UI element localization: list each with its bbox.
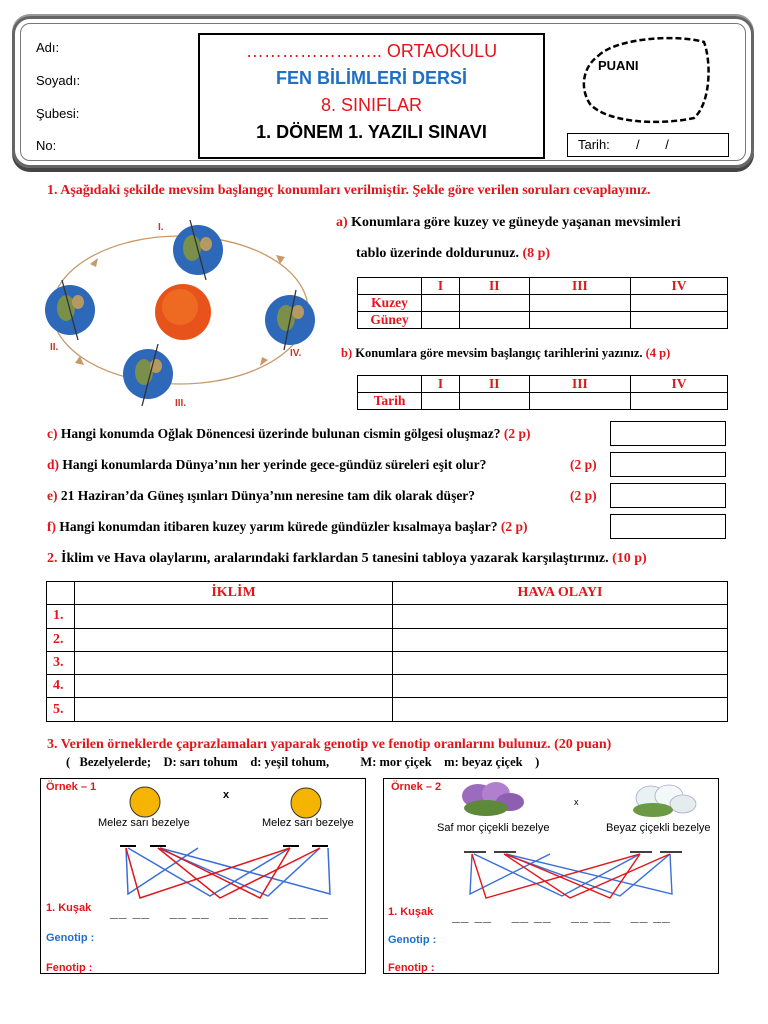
parent-2-label: Melez sarı bezelye	[262, 817, 354, 829]
answer-cell[interactable]	[459, 312, 529, 329]
q1e-answer-box[interactable]	[610, 483, 726, 508]
ex1-phenotype-label: Fenotip :	[46, 962, 93, 974]
q1d-points: (2 p)	[570, 457, 597, 472]
answer-cell[interactable]	[75, 698, 393, 721]
q2-comparison-table	[46, 581, 728, 722]
q1b-table	[357, 375, 728, 410]
class-label: Şubesi:	[36, 106, 80, 121]
table-row: 5.	[47, 698, 728, 721]
answer-cell[interactable]	[529, 295, 630, 312]
number-label: No:	[36, 138, 57, 153]
answer-cell[interactable]	[631, 312, 728, 329]
row-label-guney: Güney	[358, 312, 422, 329]
yellow-seed-icon	[128, 785, 162, 819]
position-label-1: I.	[158, 222, 164, 233]
q1a-table	[357, 277, 728, 329]
name-label: Adı:	[36, 40, 60, 55]
q1f-text: f) Hangi konumdan itibaren kuzey yarım kürede gündüzler kısalmaya başlar? (2 p)	[47, 519, 528, 534]
cross-symbol: x	[574, 797, 579, 807]
row-label-tarih: Tarih	[358, 393, 422, 410]
ex2-phenotype-label: Fenotip :	[388, 962, 435, 974]
ex2-generation-label: 1. Kuşak	[388, 906, 434, 918]
date-slashes: / /	[636, 137, 669, 152]
earth-position-4	[265, 290, 315, 350]
date-label: Tarih:	[578, 137, 610, 152]
col-header: II	[459, 278, 529, 295]
q1-prompt: 1. Aşağıdaki şekilde mevsim başlangıç konumları verilmiştir. Şekle göre verilen soruları cevaplayınız.	[47, 183, 651, 198]
answer-cell[interactable]	[631, 393, 728, 410]
q1c-text: c) Hangi konumda Oğlak Dönencesi üzerinde bulunan cismin gölgesi oluşmaz? (2 p)	[47, 426, 531, 441]
q1d-text: d) Hangi konumlarda Dünya’nın her yerinde gece-gündüz süreleri eşit olur?	[47, 457, 487, 472]
exam-name: 1. DÖNEM 1. YAZILI SINAVI	[256, 122, 487, 142]
score-badge	[576, 34, 714, 126]
col-header: IV	[631, 376, 728, 393]
q2-prompt: 2. İklim ve Hava olaylarını, aralarındaki farklardan 5 tanesini tabloya yazarak karşılaştırınız. (10 p)	[47, 551, 647, 566]
grade-level: 8. SINIFLAR	[320, 95, 423, 115]
earth-position-2	[45, 280, 95, 340]
q1c-answer-box[interactable]	[610, 421, 726, 446]
answer-cell[interactable]	[393, 651, 728, 674]
answer-cell[interactable]	[631, 295, 728, 312]
col-header: I	[422, 278, 460, 295]
q1f-answer-box[interactable]	[610, 514, 726, 539]
q3-prompt: 3. Verilen örneklerde çaprazlamaları yaparak genotip ve fenotip oranlarını bulunuz. (20 puan)	[47, 737, 612, 752]
cross-symbol: x	[223, 789, 230, 801]
table-row: 3.	[47, 651, 728, 674]
ex2-genotype-label: Genotip :	[388, 934, 437, 946]
earth-position-3	[123, 344, 173, 406]
example-1-title: Örnek – 1	[46, 781, 97, 793]
answer-cell[interactable]	[459, 393, 529, 410]
example-2-title: Örnek – 2	[391, 781, 442, 793]
q1e-text: e) 21 Haziran’da Güneş ışınları Dünya’nın neresine tam dik olarak düşer?	[47, 488, 476, 503]
row-label-kuzey: Kuzey	[358, 295, 422, 312]
answer-cell[interactable]	[393, 605, 728, 628]
answer-cell[interactable]	[529, 393, 630, 410]
answer-cell[interactable]	[459, 295, 529, 312]
answer-cell[interactable]	[422, 393, 460, 410]
ex1-genotype-label: Genotip :	[46, 932, 95, 944]
table-row: 4.	[47, 675, 728, 698]
position-label-3: III.	[175, 398, 187, 409]
answer-cell[interactable]	[422, 312, 460, 329]
answer-cell[interactable]	[393, 675, 728, 698]
col-header-iklim: İKLİM	[75, 582, 393, 605]
q1b-text: b) Konumlara göre mevsim başlangıç tarihlerini yazınız. (4 p)	[341, 346, 671, 360]
q1a-line1: a) Konumlara göre kuzey ve güneyde yaşanan mevsimleri	[336, 215, 681, 230]
yellow-seed-icon	[289, 786, 323, 820]
answer-cell[interactable]	[75, 605, 393, 628]
parent-2-label: Beyaz çiçekli bezelye	[606, 822, 711, 834]
q1e-points: (2 p)	[570, 488, 597, 503]
col-header-hava: HAVA OLAYI	[393, 582, 728, 605]
purple-flower-icon	[452, 778, 532, 820]
parent-1-label: Melez sarı bezelye	[98, 817, 190, 829]
answer-cell[interactable]	[75, 628, 393, 651]
q1d-answer-box[interactable]	[610, 452, 726, 477]
position-label-4: IV.	[290, 348, 302, 359]
position-label-2: II.	[50, 342, 59, 353]
answer-cell[interactable]	[393, 628, 728, 651]
table-row: 2.	[47, 628, 728, 651]
school-name: ………………….. ORTAOKULU	[245, 41, 498, 61]
q1a-line2: tablo üzerinde doldurunuz. (8 p)	[356, 246, 551, 261]
q3-legend: ( Bezelyelerde; D: sarı tohum d: yeşil tohum, M: mor çiçek m: beyaz çiçek )	[66, 755, 540, 769]
ex2-offspring-blanks: __ __ __ __ __ __ __ __	[452, 908, 671, 924]
surname-label: Soyadı:	[36, 73, 81, 88]
ex1-generation-label: 1. Kuşak	[46, 902, 92, 914]
answer-cell[interactable]	[393, 698, 728, 721]
answer-cell[interactable]	[75, 651, 393, 674]
col-header: III	[529, 278, 630, 295]
white-flower-icon	[623, 780, 703, 820]
seasons-orbit-figure	[30, 212, 330, 412]
table-row: 1.	[47, 605, 728, 628]
col-header: II	[459, 376, 529, 393]
col-header: IV	[631, 278, 728, 295]
col-header: III	[529, 376, 630, 393]
score-label: PUANI	[598, 58, 639, 73]
answer-cell[interactable]	[422, 295, 460, 312]
earth-position-1	[173, 220, 223, 280]
col-header: I	[422, 376, 460, 393]
answer-cell[interactable]	[529, 312, 630, 329]
answer-cell[interactable]	[75, 675, 393, 698]
parent-1-label: Saf mor çiçekli bezelye	[437, 822, 550, 834]
course-name: FEN BİLİMLERİ DERSİ	[275, 68, 467, 88]
ex1-offspring-blanks: __ __ __ __ __ __ __ __	[110, 904, 329, 920]
cross-lines-example-2	[450, 846, 700, 906]
